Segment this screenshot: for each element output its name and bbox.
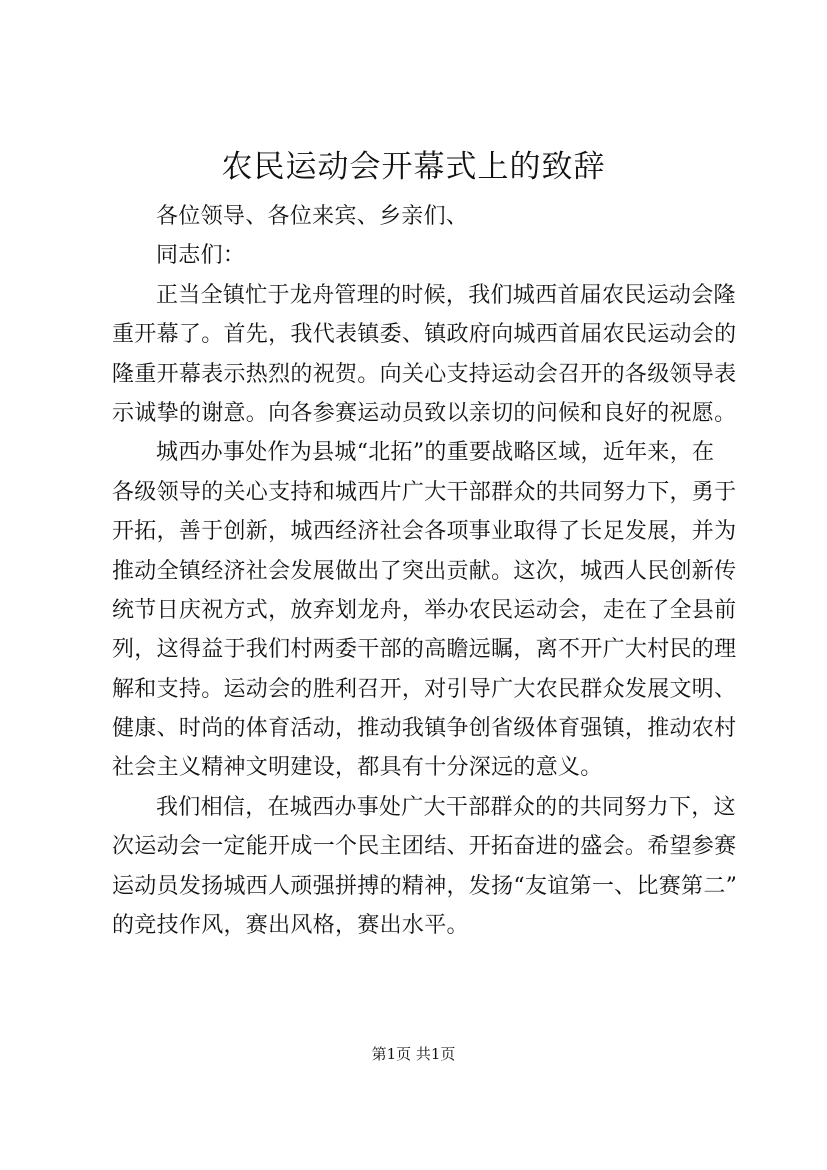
paragraph-line: 统节日庆祝方式，放弃划龙舟，举办农民运动会，走在了全县前 <box>112 597 737 623</box>
paragraph-line: 社会主义精神文明建设，都具有十分深远的意义。 <box>112 755 603 781</box>
paragraph-line: 健康、时尚的体育活动，推动我镇争创省级体育强镇，推动农村 <box>112 716 737 742</box>
paragraph-line: 次运动会一定能开成一个民主团结、开拓奋进的盛会。希望参赛 <box>112 834 737 860</box>
paragraph-line: 重开幕了。首先，我代表镇委、镇政府向城西首届农民运动会的 <box>112 322 737 348</box>
paragraph-line: 运动员发扬城西人顽强拼搏的精神，发扬“友谊第一、比赛第二” <box>112 873 738 899</box>
paragraph-line: 各级领导的关心支持和城西片广大干部群众的共同努力下，勇于 <box>112 479 737 505</box>
page-number-footer: 第1页 共1页 <box>371 1045 456 1063</box>
paragraph-line: 解和支持。运动会的胜利召开，对引导广大农民群众发展文明、 <box>112 676 737 702</box>
paragraph-line: 列，这得益于我们村两委干部的高瞻远瞩，离不开广大村民的理 <box>112 637 737 663</box>
salutation-line: 同志们： <box>156 243 246 269</box>
paragraph-line: 开拓，善于创新，城西经济社会各项事业取得了长足发展，并为 <box>112 519 737 545</box>
paragraph-line: 隆重开幕表示热烈的祝贺。向关心支持运动会召开的各级领导表 <box>112 361 737 387</box>
paragraph-line: 城西办事处作为县城“北拓”的重要战略区域，近年来，在 <box>156 440 715 466</box>
salutation-line: 各位领导、各位来宾、乡亲们、 <box>156 204 469 229</box>
paragraph-line: 示诚挚的谢意。向各参赛运动员致以亲切的问候和良好的祝愿。 <box>112 400 737 426</box>
document-title: 农民运动会开幕式上的致辞 <box>221 149 606 185</box>
paragraph-line: 我们相信，在城西办事处广大干部群众的的共同努力下，这 <box>156 794 736 820</box>
paragraph-line: 推动全镇经济社会发展做出了突出贡献。这次，城西人民创新传 <box>112 558 737 584</box>
document-body <box>112 197 752 945</box>
paragraph-line: 的竞技作风，赛出风格，赛出水平。 <box>112 913 469 939</box>
paragraph-line: 正当全镇忙于龙舟管理的时候，我们城西首届农民运动会隆 <box>156 282 736 308</box>
